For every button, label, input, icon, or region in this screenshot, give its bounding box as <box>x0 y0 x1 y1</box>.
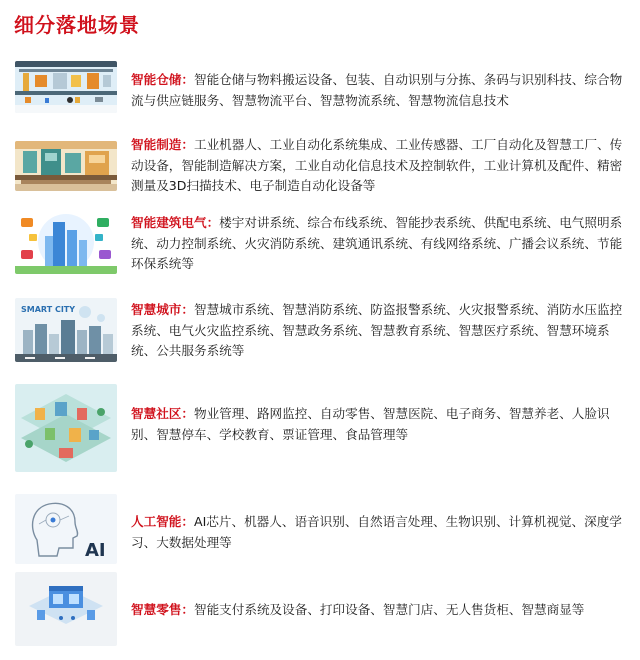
category-description: 楼宇对讲系统、综合布线系统、智能抄表系统、供配电系统、电气照明系统、动力控制系统、火灾消防系统、建筑通讯系统、有线网络系统、广播会议系统、节能环保系统等 <box>131 215 623 271</box>
section-text <box>131 213 631 275</box>
section-smart-warehousing <box>0 58 640 118</box>
category-label: 智能仓储 <box>131 72 182 87</box>
category-label: 智能制造 <box>131 137 182 152</box>
category-label: 智能建筑电气 <box>131 215 207 230</box>
separator: ： <box>181 602 194 617</box>
section-smart-city <box>0 296 640 366</box>
category-description: 智能支付系统及设备、打印设备、智慧门店、无人售货柜、智慧商显等 <box>193 602 585 617</box>
category-description: 工业机器人、工业自动化系统集成、工业传感器、工厂自动化及智慧工厂、传动设备，智能制造解决方案，工业自动化信息技术及控制软件，工业计算机及配件、精密测量及3D扫描技术、电子制造自动化设备等 <box>131 137 623 193</box>
retail-store-icon <box>15 572 117 646</box>
smart-community-icon <box>15 384 117 472</box>
separator: ： <box>181 406 194 421</box>
category-label: 人工智能 <box>131 514 182 529</box>
section-text <box>131 300 631 362</box>
smart-city-label: SMART CITY <box>21 305 76 314</box>
section-smart-building-electrical <box>0 210 640 278</box>
section-text <box>131 512 631 553</box>
section-text <box>131 135 631 197</box>
category-description: AI芯片、机器人、语音识别、自然语言处理、生物识别、计算机视觉、深度学习、大数据处理等 <box>131 514 622 550</box>
section-text <box>131 70 631 111</box>
section-text <box>131 404 631 445</box>
factory-icon <box>15 141 117 191</box>
category-description: 物业管理、路网监控、自动零售、智慧医院、电子商务、智慧养老、人脸识别、智慧停车、学校教育、票证管理、食品管理等 <box>131 406 610 442</box>
category-label: 智慧社区 <box>131 406 182 421</box>
separator: ： <box>181 302 194 317</box>
separator: ： <box>181 72 194 87</box>
section-smart-community <box>0 384 640 476</box>
category-label: 智慧零售 <box>131 602 182 617</box>
separator: ： <box>181 514 194 529</box>
separator: ： <box>181 137 194 152</box>
section-artificial-intelligence <box>0 492 640 566</box>
ai-head-icon <box>15 494 117 564</box>
smart-city-icon <box>15 298 117 362</box>
page-title: 细分落地场景 <box>14 13 140 37</box>
smart-building-icon <box>15 210 117 274</box>
warehouse-icon <box>15 61 117 113</box>
category-description: 智能仓储与物料搬运设备、包装、自动识别与分拣、条码与识别科技、综合物流与供应链服务、智慧物流平台、智慧物流系统、智慧物流信息技术 <box>131 72 623 108</box>
section-smart-manufacturing <box>0 135 640 197</box>
category-description: 智慧城市系统、智慧消防系统、防盗报警系统、火灾报警系统、消防水压监控系统、电气火灾监控系统、智慧政务系统、智慧教育系统、智慧医疗系统、智慧环境系统、公共服务系统等 <box>131 302 623 358</box>
separator: ： <box>206 215 220 230</box>
category-label: 智慧城市 <box>131 302 182 317</box>
section-text <box>131 600 631 621</box>
ai-image-label: AI <box>85 540 106 561</box>
section-smart-retail <box>0 572 640 650</box>
